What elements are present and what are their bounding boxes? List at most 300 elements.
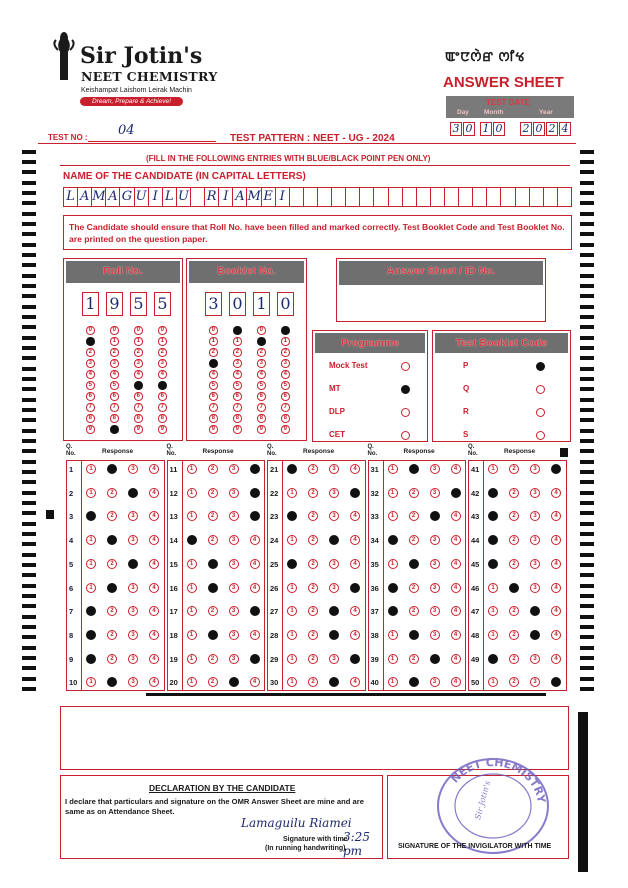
answer-bubble-2[interactable] [107, 583, 117, 593]
answer-bubble-4[interactable]: 4 [149, 464, 159, 474]
answer-bubble-1[interactable]: 1 [287, 606, 297, 616]
name-char-cell[interactable] [486, 187, 501, 207]
digit-bubble-5[interactable]: 5 [209, 381, 218, 390]
digit-bubble-6[interactable]: 6 [209, 392, 218, 401]
answer-bubble-4[interactable] [250, 511, 260, 521]
answer-bubble-2[interactable]: 2 [308, 654, 318, 664]
answer-bubble-2[interactable]: 2 [308, 606, 318, 616]
digit-bubble-1[interactable]: 1 [209, 337, 218, 346]
digit-bubble-8[interactable]: 8 [110, 414, 119, 423]
name-char-cell[interactable] [190, 187, 205, 207]
name-char-cell[interactable] [317, 187, 332, 207]
digit-bubble-8[interactable]: 8 [134, 414, 143, 423]
date-digit-cell[interactable]: 4 [559, 122, 571, 136]
answer-bubble-2[interactable]: 2 [409, 488, 419, 498]
answer-bubble-2[interactable]: 2 [509, 488, 519, 498]
answer-bubble-3[interactable]: 3 [128, 606, 138, 616]
answer-bubble-1[interactable]: 1 [187, 464, 197, 474]
digit-bubble-8[interactable]: 8 [158, 414, 167, 423]
digit-bubble-6[interactable]: 6 [233, 392, 242, 401]
answer-bubble-3[interactable]: 3 [430, 464, 440, 474]
answer-bubble-3[interactable]: 3 [530, 677, 540, 687]
digit-bubble-4[interactable]: 4 [233, 370, 242, 379]
name-char-cell[interactable] [458, 187, 473, 207]
answer-bubble-4[interactable]: 4 [350, 535, 360, 545]
answer-bubble-3[interactable]: 3 [128, 654, 138, 664]
answer-bubble-2[interactable]: 2 [308, 630, 318, 640]
answer-bubble-4[interactable]: 4 [149, 630, 159, 640]
answer-bubble-4[interactable]: 4 [149, 511, 159, 521]
answer-bubble-4[interactable]: 4 [250, 677, 260, 687]
name-char-cell[interactable]: L [63, 187, 78, 207]
answer-bubble-1[interactable]: 1 [187, 630, 197, 640]
answer-bubble-2[interactable]: 2 [308, 583, 318, 593]
digit-bubble-2[interactable]: 2 [233, 348, 242, 357]
digit-bubble-2[interactable]: 2 [281, 348, 290, 357]
answer-bubble-3[interactable]: 3 [530, 488, 540, 498]
answer-bubble-4[interactable]: 4 [149, 559, 159, 569]
answer-bubble-4[interactable]: 4 [250, 535, 260, 545]
answer-bubble-2[interactable]: 2 [409, 654, 419, 664]
answer-bubble-3[interactable]: 3 [229, 464, 239, 474]
answer-bubble-4[interactable]: 4 [350, 559, 360, 569]
digit-bubble-7[interactable]: 7 [110, 403, 119, 412]
answer-bubble-3[interactable]: 3 [430, 630, 440, 640]
answer-bubble-2[interactable] [509, 583, 519, 593]
answer-bubble-1[interactable] [287, 464, 297, 474]
programme-option-bubble[interactable] [401, 431, 410, 440]
answer-bubble-3[interactable] [530, 630, 540, 640]
digit-bubble-3[interactable]: 3 [158, 359, 167, 368]
answer-bubble-4[interactable]: 4 [551, 488, 561, 498]
digit-box[interactable]: 0 [277, 292, 294, 316]
digit-bubble-7[interactable]: 7 [86, 403, 95, 412]
answer-bubble-1[interactable] [86, 630, 96, 640]
answer-bubble-4[interactable]: 4 [551, 630, 561, 640]
name-char-cell[interactable] [359, 187, 374, 207]
date-digit-cell[interactable]: 2 [520, 122, 532, 136]
digit-bubble-8[interactable]: 8 [281, 414, 290, 423]
answer-bubble-1[interactable] [488, 654, 498, 664]
digit-bubble-3[interactable]: 3 [233, 359, 242, 368]
answer-bubble-2[interactable]: 2 [409, 606, 419, 616]
answer-bubble-4[interactable]: 4 [551, 535, 561, 545]
answer-bubble-4[interactable]: 4 [350, 606, 360, 616]
answer-bubble-4[interactable]: 4 [350, 677, 360, 687]
name-char-cell[interactable] [303, 187, 318, 207]
name-char-cell[interactable] [543, 187, 558, 207]
answer-bubble-1[interactable]: 1 [86, 559, 96, 569]
answer-bubble-4[interactable]: 4 [350, 464, 360, 474]
digit-bubble-4[interactable]: 4 [86, 370, 95, 379]
digit-bubble-0[interactable]: 0 [257, 326, 266, 335]
answer-bubble-1[interactable]: 1 [388, 677, 398, 687]
answer-bubble-4[interactable]: 4 [451, 511, 461, 521]
answer-bubble-1[interactable]: 1 [187, 583, 197, 593]
answer-bubble-3[interactable] [128, 559, 138, 569]
digit-bubble-2[interactable]: 2 [86, 348, 95, 357]
digit-bubble-3[interactable]: 3 [281, 359, 290, 368]
answer-bubble-3[interactable]: 3 [329, 583, 339, 593]
name-char-cell[interactable] [416, 187, 431, 207]
digit-bubble-1[interactable] [257, 337, 266, 346]
name-char-cell[interactable]: R [204, 187, 219, 207]
date-digit-cell[interactable]: 3 [450, 122, 462, 136]
answer-bubble-1[interactable]: 1 [287, 488, 297, 498]
answer-bubble-2[interactable] [409, 677, 419, 687]
answer-bubble-1[interactable]: 1 [488, 464, 498, 474]
digit-bubble-9[interactable]: 9 [281, 425, 290, 434]
name-char-cell[interactable] [388, 187, 403, 207]
date-digit-cell[interactable]: 2 [546, 122, 558, 136]
answer-bubble-2[interactable]: 2 [208, 677, 218, 687]
answer-bubble-3[interactable]: 3 [430, 677, 440, 687]
answer-bubble-1[interactable]: 1 [187, 559, 197, 569]
date-digit-cell[interactable]: 0 [463, 122, 475, 136]
digit-bubble-1[interactable] [86, 337, 95, 346]
digit-bubble-3[interactable]: 3 [86, 359, 95, 368]
answer-bubble-4[interactable]: 4 [149, 583, 159, 593]
name-char-cell[interactable]: A [77, 187, 92, 207]
answer-bubble-3[interactable]: 3 [430, 606, 440, 616]
name-char-cell[interactable] [373, 187, 388, 207]
answer-bubble-4[interactable]: 4 [551, 511, 561, 521]
answer-bubble-4[interactable]: 4 [451, 535, 461, 545]
name-char-cell[interactable]: U [176, 187, 191, 207]
answer-bubble-3[interactable] [329, 630, 339, 640]
answer-bubble-2[interactable]: 2 [308, 464, 318, 474]
digit-bubble-2[interactable]: 2 [209, 348, 218, 357]
answer-bubble-2[interactable]: 2 [308, 677, 318, 687]
answer-bubble-1[interactable]: 1 [488, 583, 498, 593]
answer-bubble-2[interactable]: 2 [208, 606, 218, 616]
digit-box[interactable]: 0 [229, 292, 246, 316]
answer-bubble-3[interactable]: 3 [430, 488, 440, 498]
answer-bubble-1[interactable] [388, 535, 398, 545]
answer-bubble-3[interactable]: 3 [229, 583, 239, 593]
answer-bubble-2[interactable] [409, 630, 419, 640]
digit-bubble-3[interactable]: 3 [110, 359, 119, 368]
digit-box[interactable]: 1 [82, 292, 99, 316]
signature-time[interactable]: 3:25 pm [343, 830, 370, 858]
answer-bubble-3[interactable]: 3 [329, 488, 339, 498]
answer-bubble-4[interactable]: 4 [250, 559, 260, 569]
name-char-cell[interactable]: I [275, 187, 290, 207]
name-char-cell[interactable] [472, 187, 487, 207]
digit-bubble-0[interactable] [281, 326, 290, 335]
answer-bubble-3[interactable]: 3 [329, 559, 339, 569]
answer-bubble-1[interactable]: 1 [388, 559, 398, 569]
answer-bubble-2[interactable] [208, 583, 218, 593]
answer-bubble-1[interactable]: 1 [388, 654, 398, 664]
name-char-cell[interactable] [529, 187, 544, 207]
answer-bubble-2[interactable]: 2 [107, 606, 117, 616]
booklet-code-option-bubble[interactable] [536, 385, 545, 394]
programme-option-bubble[interactable] [401, 362, 410, 371]
answer-bubble-1[interactable]: 1 [187, 488, 197, 498]
digit-bubble-9[interactable]: 9 [158, 425, 167, 434]
digit-box[interactable]: 3 [205, 292, 222, 316]
digit-bubble-1[interactable]: 1 [110, 337, 119, 346]
answer-bubble-3[interactable]: 3 [229, 488, 239, 498]
answer-bubble-1[interactable]: 1 [86, 535, 96, 545]
answer-bubble-4[interactable]: 4 [451, 630, 461, 640]
answer-bubble-1[interactable]: 1 [187, 511, 197, 521]
answer-bubble-4[interactable]: 4 [451, 583, 461, 593]
answer-bubble-3[interactable]: 3 [329, 511, 339, 521]
answer-bubble-3[interactable]: 3 [530, 511, 540, 521]
answer-bubble-2[interactable]: 2 [308, 511, 318, 521]
digit-bubble-2[interactable]: 2 [134, 348, 143, 357]
answer-bubble-4[interactable] [250, 464, 260, 474]
answer-bubble-1[interactable]: 1 [86, 488, 96, 498]
answer-bubble-3[interactable]: 3 [430, 535, 440, 545]
answer-bubble-4[interactable] [350, 583, 360, 593]
digit-bubble-5[interactable]: 5 [233, 381, 242, 390]
name-char-cell[interactable]: G [119, 187, 134, 207]
answer-bubble-1[interactable]: 1 [287, 583, 297, 593]
digit-bubble-1[interactable]: 1 [134, 337, 143, 346]
name-char-cell[interactable]: U [134, 187, 149, 207]
digit-bubble-6[interactable]: 6 [257, 392, 266, 401]
digit-bubble-3[interactable]: 3 [257, 359, 266, 368]
answer-bubble-2[interactable]: 2 [107, 488, 117, 498]
answer-bubble-1[interactable]: 1 [187, 677, 197, 687]
answer-bubble-4[interactable]: 4 [350, 511, 360, 521]
answer-bubble-2[interactable]: 2 [107, 511, 117, 521]
answer-bubble-3[interactable]: 3 [128, 535, 138, 545]
name-char-cell[interactable] [331, 187, 346, 207]
answer-bubble-3[interactable]: 3 [128, 464, 138, 474]
answer-bubble-1[interactable]: 1 [86, 583, 96, 593]
digit-bubble-0[interactable] [233, 326, 242, 335]
answer-bubble-3[interactable] [229, 677, 239, 687]
digit-bubble-8[interactable]: 8 [257, 414, 266, 423]
digit-bubble-7[interactable]: 7 [257, 403, 266, 412]
digit-bubble-0[interactable]: 0 [158, 326, 167, 335]
digit-bubble-9[interactable]: 9 [209, 425, 218, 434]
date-digit-cell[interactable]: 0 [533, 122, 545, 136]
digit-bubble-7[interactable]: 7 [158, 403, 167, 412]
answer-bubble-2[interactable]: 2 [308, 488, 318, 498]
digit-bubble-9[interactable]: 9 [134, 425, 143, 434]
name-char-cell[interactable]: I [218, 187, 233, 207]
answer-bubble-3[interactable]: 3 [430, 583, 440, 593]
answer-bubble-3[interactable]: 3 [229, 654, 239, 664]
answer-bubble-2[interactable]: 2 [409, 511, 419, 521]
date-digit-cell[interactable]: 1 [480, 122, 492, 136]
digit-bubble-4[interactable]: 4 [158, 370, 167, 379]
name-char-cell[interactable]: L [162, 187, 177, 207]
answer-bubble-2[interactable]: 2 [409, 535, 419, 545]
answer-bubble-2[interactable]: 2 [509, 606, 519, 616]
answer-bubble-4[interactable]: 4 [551, 559, 561, 569]
name-char-cell[interactable]: A [232, 187, 247, 207]
answer-bubble-1[interactable]: 1 [488, 606, 498, 616]
digit-bubble-4[interactable]: 4 [209, 370, 218, 379]
name-char-cell[interactable]: I [148, 187, 163, 207]
name-char-cell[interactable]: E [261, 187, 276, 207]
answer-bubble-4[interactable] [250, 488, 260, 498]
answer-bubble-2[interactable]: 2 [509, 654, 519, 664]
answer-bubble-2[interactable]: 2 [509, 535, 519, 545]
digit-bubble-6[interactable]: 6 [134, 392, 143, 401]
digit-bubble-5[interactable]: 5 [86, 381, 95, 390]
digit-bubble-8[interactable]: 8 [209, 414, 218, 423]
answer-bubble-2[interactable] [107, 464, 117, 474]
answer-bubble-3[interactable] [430, 654, 440, 664]
digit-bubble-8[interactable]: 8 [86, 414, 95, 423]
answer-bubble-1[interactable]: 1 [86, 677, 96, 687]
answer-bubble-4[interactable]: 4 [451, 677, 461, 687]
digit-bubble-6[interactable]: 6 [281, 392, 290, 401]
answer-bubble-4[interactable]: 4 [149, 654, 159, 664]
digit-bubble-5[interactable] [134, 381, 143, 390]
answer-bubble-4[interactable] [250, 654, 260, 664]
digit-bubble-1[interactable]: 1 [233, 337, 242, 346]
answer-bubble-2[interactable]: 2 [208, 464, 218, 474]
answer-bubble-2[interactable]: 2 [208, 654, 218, 664]
answer-bubble-1[interactable] [187, 535, 197, 545]
answer-bubble-1[interactable]: 1 [287, 677, 297, 687]
digit-bubble-3[interactable] [209, 359, 218, 368]
answer-bubble-3[interactable] [430, 511, 440, 521]
answer-bubble-2[interactable] [208, 559, 218, 569]
name-char-cell[interactable]: M [246, 187, 261, 207]
answer-bubble-3[interactable]: 3 [530, 464, 540, 474]
name-char-cell[interactable] [402, 187, 417, 207]
answer-bubble-1[interactable] [388, 606, 398, 616]
answer-bubble-4[interactable]: 4 [149, 606, 159, 616]
digit-bubble-8[interactable]: 8 [233, 414, 242, 423]
answer-bubble-3[interactable]: 3 [530, 535, 540, 545]
booklet-code-option-bubble[interactable] [536, 362, 545, 371]
answer-bubble-2[interactable]: 2 [509, 464, 519, 474]
name-char-cell[interactable] [345, 187, 360, 207]
digit-bubble-4[interactable]: 4 [257, 370, 266, 379]
digit-bubble-9[interactable]: 9 [233, 425, 242, 434]
answer-bubble-2[interactable]: 2 [208, 535, 218, 545]
digit-bubble-4[interactable]: 4 [110, 370, 119, 379]
answer-bubble-1[interactable]: 1 [388, 511, 398, 521]
answer-bubble-4[interactable]: 4 [149, 677, 159, 687]
answer-bubble-3[interactable]: 3 [229, 630, 239, 640]
answer-bubble-1[interactable]: 1 [287, 630, 297, 640]
answer-bubble-4[interactable]: 4 [551, 606, 561, 616]
digit-bubble-2[interactable]: 2 [257, 348, 266, 357]
digit-bubble-7[interactable]: 7 [233, 403, 242, 412]
digit-bubble-2[interactable]: 2 [110, 348, 119, 357]
answer-bubble-4[interactable]: 4 [451, 559, 461, 569]
name-char-cell[interactable] [557, 187, 572, 207]
digit-box[interactable]: 9 [106, 292, 123, 316]
digit-bubble-7[interactable]: 7 [281, 403, 290, 412]
answer-bubble-2[interactable]: 2 [107, 654, 117, 664]
digit-bubble-6[interactable]: 6 [86, 392, 95, 401]
digit-bubble-6[interactable]: 6 [110, 392, 119, 401]
answer-bubble-2[interactable]: 2 [107, 630, 117, 640]
digit-bubble-9[interactable]: 9 [86, 425, 95, 434]
digit-bubble-5[interactable]: 5 [281, 381, 290, 390]
answer-bubble-2[interactable]: 2 [509, 559, 519, 569]
answer-bubble-4[interactable] [350, 654, 360, 664]
answer-bubble-4[interactable]: 4 [451, 464, 461, 474]
digit-box[interactable]: 5 [154, 292, 171, 316]
answer-bubble-4[interactable]: 4 [250, 630, 260, 640]
answer-bubble-4[interactable] [350, 488, 360, 498]
answer-bubble-4[interactable]: 4 [149, 535, 159, 545]
answer-bubble-1[interactable]: 1 [388, 488, 398, 498]
digit-bubble-5[interactable] [158, 381, 167, 390]
digit-bubble-4[interactable]: 4 [281, 370, 290, 379]
answer-bubble-3[interactable]: 3 [329, 654, 339, 664]
digit-bubble-0[interactable]: 0 [209, 326, 218, 335]
answer-bubble-1[interactable]: 1 [488, 677, 498, 687]
answer-bubble-3[interactable]: 3 [430, 559, 440, 569]
answer-bubble-1[interactable] [388, 583, 398, 593]
answer-bubble-1[interactable]: 1 [388, 630, 398, 640]
date-digit-cell[interactable]: 0 [493, 122, 505, 136]
answer-bubble-4[interactable]: 4 [350, 630, 360, 640]
digit-bubble-4[interactable]: 4 [134, 370, 143, 379]
answer-bubble-4[interactable]: 4 [551, 583, 561, 593]
digit-bubble-7[interactable]: 7 [134, 403, 143, 412]
answer-bubble-2[interactable] [409, 559, 419, 569]
answer-bubble-1[interactable]: 1 [287, 654, 297, 664]
answer-bubble-2[interactable]: 2 [107, 559, 117, 569]
test-no-value[interactable]: 04 [118, 123, 135, 138]
digit-bubble-2[interactable]: 2 [158, 348, 167, 357]
answer-bubble-2[interactable]: 2 [308, 559, 318, 569]
answer-bubble-3[interactable]: 3 [229, 535, 239, 545]
name-char-cell[interactable] [515, 187, 530, 207]
answer-bubble-1[interactable] [287, 559, 297, 569]
answer-bubble-4[interactable]: 4 [451, 654, 461, 664]
name-char-cell[interactable] [430, 187, 445, 207]
candidate-signature[interactable]: Lamaguilu Riamei [241, 816, 352, 830]
answer-bubble-3[interactable]: 3 [128, 511, 138, 521]
booklet-code-option-bubble[interactable] [536, 431, 545, 440]
digit-bubble-6[interactable]: 6 [158, 392, 167, 401]
name-char-cell[interactable] [289, 187, 304, 207]
digit-bubble-1[interactable]: 1 [281, 337, 290, 346]
answer-bubble-2[interactable]: 2 [208, 488, 218, 498]
digit-bubble-9[interactable] [110, 425, 119, 434]
digit-bubble-3[interactable]: 3 [134, 359, 143, 368]
answer-bubble-2[interactable]: 2 [208, 511, 218, 521]
answer-bubble-3[interactable]: 3 [530, 654, 540, 664]
answer-bubble-2[interactable] [208, 630, 218, 640]
digit-bubble-5[interactable]: 5 [110, 381, 119, 390]
digit-bubble-0[interactable]: 0 [110, 326, 119, 335]
answer-bubble-3[interactable] [128, 488, 138, 498]
answer-bubble-1[interactable]: 1 [187, 654, 197, 664]
answer-bubble-2[interactable]: 2 [509, 511, 519, 521]
answer-bubble-1[interactable] [86, 654, 96, 664]
answer-bubble-4[interactable]: 4 [451, 606, 461, 616]
answer-bubble-1[interactable]: 1 [388, 464, 398, 474]
answer-bubble-3[interactable]: 3 [229, 606, 239, 616]
name-char-cell[interactable] [444, 187, 459, 207]
answer-bubble-2[interactable] [409, 464, 419, 474]
name-char-cell[interactable] [500, 187, 515, 207]
answer-bubble-2[interactable]: 2 [509, 630, 519, 640]
answer-bubble-3[interactable]: 3 [128, 677, 138, 687]
answer-bubble-1[interactable]: 1 [287, 535, 297, 545]
answer-bubble-4[interactable] [250, 606, 260, 616]
digit-bubble-5[interactable]: 5 [257, 381, 266, 390]
digit-bubble-9[interactable]: 9 [257, 425, 266, 434]
